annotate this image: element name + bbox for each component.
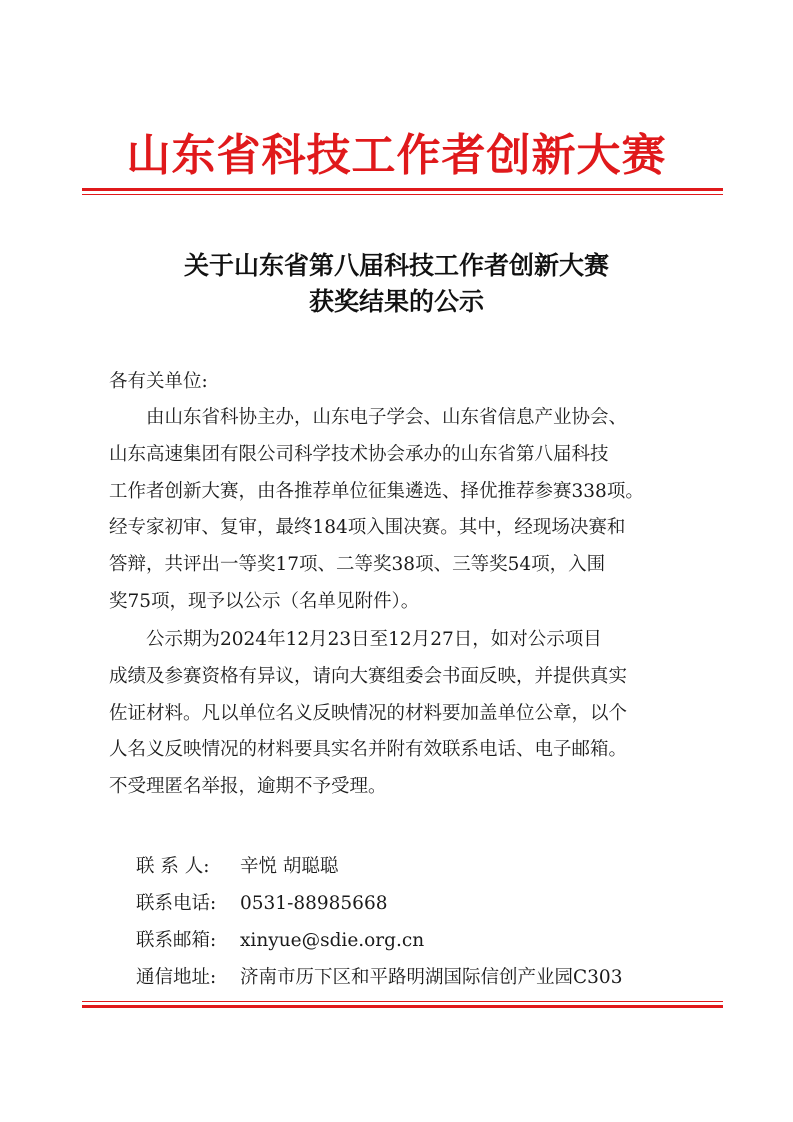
paragraph-line: 人名义反映情况的材料要具实名并附有效联系电话、电子邮箱。 [109, 739, 628, 761]
footer-divider-thin [82, 1001, 723, 1002]
footer-divider-thick [82, 1005, 723, 1008]
paragraph-line: 工作者创新大赛，由各推荐单位征集遴选、择优推荐参赛338项。 [109, 480, 644, 502]
paragraph-line: 奖75项，现予以公示（名单见附件）。 [109, 590, 420, 612]
contact-email-value: xinyue@sdie.org.cn [240, 930, 425, 951]
document-title-line-2: 获奖结果的公示 [308, 287, 484, 316]
paragraph-line: 不受理匿名举报，逾期不予受理。 [109, 776, 387, 798]
paragraph-line: 答辩，共评出一等奖17项、二等奖38项、三等奖54项，入围 [109, 554, 606, 576]
paragraph-line: 佐证材料。凡以单位名义反映情况的材料要加盖单位公章，以个 [109, 702, 628, 724]
paragraph-line: 山东高速集团有限公司科学技术协会承办的山东省第八届科技 [109, 443, 609, 465]
contact-person-value: 辛悦 胡聪聪 [240, 856, 339, 877]
contact-phone-label: 联系电话: [136, 893, 217, 914]
contact-address [136, 959, 622, 996]
header-divider-thick [82, 188, 723, 191]
paragraph-line: 公示期为2024年12月23日至12月27日，如对公示项目 [146, 629, 602, 650]
contact-address-value: 济南市历下区和平路明湖国际信创产业园C303 [240, 967, 623, 988]
body-paragraph-1 [109, 400, 704, 621]
masthead-title: 山东省科技工作者创新大赛 [126, 130, 667, 181]
contact-email [136, 922, 424, 959]
contact-email-label: 联系邮箱: [136, 930, 217, 951]
contact-phone [136, 885, 388, 922]
paragraph-line: 成绩及参赛资格有异议，请向大赛组委会书面反映，并提供真实 [109, 665, 628, 687]
contact-person-label: 联 系 人: [136, 856, 210, 877]
contact-phone-value: 0531-88985668 [240, 893, 388, 914]
contact-address-label: 通信地址: [136, 967, 217, 988]
paragraph-line: 由山东省科协主办，山东电子学会、山东省信息产业协会、 [146, 407, 628, 428]
paragraph-line: 经专家初审、复审，最终184项入围决赛。其中，经现场决赛和 [109, 517, 626, 539]
body-paragraph-2 [109, 622, 704, 806]
header-divider-thin [82, 194, 723, 195]
document-title-line-1: 关于山东省第八届科技工作者创新大赛 [183, 251, 609, 280]
salutation: 各有关单位: [109, 371, 208, 392]
contact-person [136, 848, 338, 885]
